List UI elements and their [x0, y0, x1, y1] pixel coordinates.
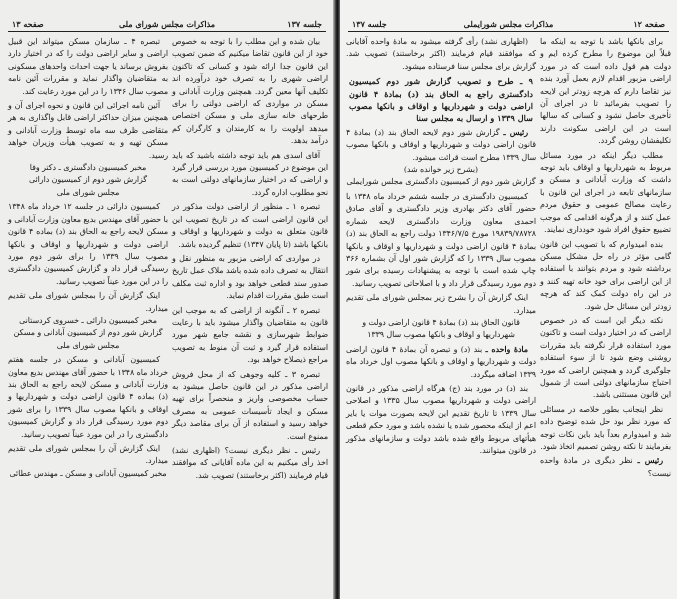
paragraph: تبصره ۱ ـ منظور از اراضی دولت مذکور در این قانون اراضی است که در تاریخ تصویب این قانون متعلق به دولت و شهرداریها و اوقاف و بانکها باشد (تا پایان ۱۳۴۷) تنظیم گردیده باشد.: [172, 202, 328, 249]
text-column-left: [346, 36, 536, 457]
paragraph: اینک گزارش آن را بمجلس شورای ملی تقدیم میدارد.: [8, 444, 168, 466]
paragraph: کمیسیون دارائی در جلسه ۱۲ خرداد ماه ۱۳۴۸ با حضور آقای مهندس بدیع معاون وزارت آبادانی و مسکن لایحه راجع به الحاق بند (د) بماده ۴ قانون اراضی دولت و شهرداریها و اوقاف و بانکها مصوب سال ۱۳۳۹ را برای شور دوم مورد رسیدگی قرار داد و گزارش کمیسیون دادگستری را در این مورد عیناً تصویب رسانید.: [8, 202, 168, 286]
paragraph: مطلب دیگر اینکه در مورد مسائل مربوط به شهرداریها و اوقاف باید توجه داشت که وزارت آبادانی و مسکن و سازمانهای تابعه در اجرای این قانون با رعایت مصالح عمومی و حقوق مردم عمل کنند و از هرگونه اقدامی که موجب تضییع حقوق افراد شود خودداری نمایند.: [540, 150, 671, 235]
running-title: مذاکرات مجلس شورای ملی: [118, 19, 216, 29]
session-number: جلسه ۱۳۷: [287, 19, 322, 29]
paragraph: تبصره ۳ ـ کلیه وجوهی که از محل فروش اراضی مذکور در این قانون حاصل میشود به حساب مخصوصی واریز و منحصراً برای تهیه مسکن و ایجاد تأسیسات عمومی به مصرف خواهد رسید و استفاده از آن برای مقاصد دیگر ممنوع است.: [172, 369, 328, 441]
centered-line: مخبر کمیسیون دارائی ـ خسروی کردستانی: [19, 315, 157, 325]
paragraph: [540, 455, 671, 480]
paragraph: بنده امیدوارم که با تصویب این قانون گامی مؤثر در راه حل مشکل مسکن برداشته شود و مردم بتوانند با استفاده از این اراضی برای خود خانه تهیه کنند و در این راه دولت کمک کند که هرچه زودتر این مسائل حل شود.: [540, 239, 671, 311]
running-title: مذاکرات مجلس شورایملی: [463, 19, 554, 29]
paragraph: بیان شده و این مطلب را با توجه به خصوص خود از این قانون تقاضا میکنیم که ضمن تصویب این قانون جدا ارائه شود و کسانی که تاکنون اراضی شهری را به تصرف خود درآورده اند تکلیف آنها معین گردد. همچنین وزارت آبادانی و مسکن در مواردی که اراضی دولتی را برای طرحهای خانه سازی ملی و مسکن اختصاص میدهد اولویت را به کارمندان و کارگران کم درآمد بدهد.: [172, 37, 328, 146]
paragraph: آقای اسدی هم باید توجه داشته باشید که باید این موضوع در کمیسیون مورد بررسی قرار گیرد و اراضی که در اختیار سازمانهای دولتی است به نحو مطلوب اداره گردد.: [172, 150, 328, 197]
speaker-label: مادهٔ واحده ـ: [485, 344, 528, 354]
left-page: [0, 0, 334, 599]
paragraph: [346, 127, 536, 164]
centered-line: قانون الحاق بند (د) بمادهٔ ۴ قانون اراضی دولت و شهرداریها و اوقاف و بانکها مصوب سال ۱۳۳۹: [362, 317, 520, 340]
paragraph: رئیس ـ نظر دیگری نیست؟ (اظهاری نشد) اخذ رأی میکنیم به این ماده آقایانی که موافقند قیام فرمایند (اکثر برخاستند) تصویب شد.: [172, 446, 328, 480]
page-header: [8, 18, 326, 32]
session-number: جلسه ۱۳۷: [352, 19, 387, 29]
paragraph: اینک گزارش آن را بشرح زیر بمجلس شورای ملی تقدیم میدارد.: [346, 293, 536, 315]
centered-line: گزارش شور دوم از کمیسیون آبادانی و مسکن: [13, 328, 163, 338]
paragraph: کمیسیون آبادانی و مسکن در جلسه هفتم خرداد ماه ۱۳۴۸ با حضور آقای مهندس بدیع معاون وزارت آبادانی و مسکن لایحه راجع به الحاق بند (د) بماده ۴ قانون اراضی دولت و شهرداریها و اوقاف و بانکها مصوب سال ۱۳۳۹ را برای شور دوم مورد رسیدگی قرار داد و گزارش کمیسیون دادگستری را در این مورد عیناً تصویب رسانید.: [8, 355, 169, 439]
centered-line: مخبر کمیسیون دادگستری ـ دکتر وفا: [29, 163, 147, 173]
text-column-right: [172, 36, 328, 482]
page-number: صفحه ۱۲: [633, 19, 665, 29]
centered-line: (بشرح زیر خوانده شد): [403, 165, 479, 175]
page-header: [348, 18, 669, 32]
right-page: [340, 0, 677, 599]
section-heading: ۹ ـ طرح و تصویب گزارش شور دوم کمیسیون دادگستری راجع به الحاق بند (د) بمادهٔ ۴ قانون اراضی دولت و شهرداریها و اوقاف و بانکها مصوب سال ۱۳۳۹ و ارسال به مجلس سنا: [349, 76, 533, 124]
speaker-label: رئیس ـ: [503, 127, 528, 137]
text-column-left: [8, 36, 168, 480]
paragraph: (اظهاری نشد) رأی گرفته میشود به مادهٔ واحده آقایانی که موافقند قیام فرمایند (اکثر برخاستند) تصویب شد. گزارش برای مجلس سنا فرستاده میشود.: [346, 37, 536, 71]
paragraph: نظر اینجانب بطور خلاصه در مسائلی که مورد نظر بود حل شده توضیح داده شد و امیدوارم بعداً باید باین نکات توجه بفرمایند تا نکته روشن تصمیم اتخاذ شود.: [540, 404, 671, 451]
paragraph: برای بانکها باشد با توجه به اینکه ما قبلاً این موضوع را مطرح کرده ایم و دولت هم قول داده است که در مورد اراضی مزبور اقدام لازم بعمل آورد بنده نیز تقاضا دارم که هرچه زودتر این لایحه را تصویب بفرمائید تا در اجرای آن تأخیری حاصل نشود و کسانی که سالها است در این اراضی سکونت دارند تکلیفشان روشن گردد.: [540, 37, 671, 146]
paragraph: تبصره ۲ ـ آنگونه از اراضی که به موجب این قانون به متقاضیان واگذار میشود باید با رعایت ضوابط شهرسازی و نقشه جامع شهر مورد استفاده قرار گیرد و ثبت آن منوط به تصویب مراجع ذیصلاح خواهد بود.: [172, 305, 328, 365]
paragraph: در مواردی که اراضی مزبور به منظور نقل و انتقال به تصرف داده شده باشد ملاک عمل تاریخ صدور سند قطعی خواهد بود و اداره ثبت مکلف است طبق مقررات اقدام نماید.: [172, 253, 328, 301]
paragraph: نکته دیگر این است که در خصوص اراضی که در اختیار دولت است و تاکنون مورد استفاده قرار نگرفته باید مقررات روشنی وضع شود تا از سوء استفاده جلوگیری گردد و همچنین اراضی که مورد احتیاج سازمانهای دولتی است از شمول این قانون مستثنی باشد.: [540, 315, 671, 400]
paragraph: کمیسیون دادگستری در جلسه ششم خرداد ماه ۱۳۴۸ با حضور آقای دکتر بهادری وزیر دادگستری و آقای صادق احمدی معاون وزارت دادگستری لایحه شماره ۱۹۸۳۹/۷۸۷۲۸ مورخ ۱۳۴۶/۷/۵ دولت راجع به الحاق بند (د) بمادهٔ ۴ قانون اراضی دولت و شهرداریها و اوقاف و بانکها مصوب سال ۱۳۳۹ را که گزارش شور اول آن بشماره ۳۶۶ چاپ شده است با توجه به پیشنهادات رسیده برای شور دوم مورد رسیدگی قرار داد و با اصلاحاتی تصویب رسانید.: [346, 191, 536, 288]
centered-line: گزارش شور دوم از کمیسیون دارائی: [28, 175, 148, 185]
text-column-right: [540, 36, 671, 480]
paragraph-text: نظر دیگری در مادهٔ واحده نیست؟: [540, 456, 671, 478]
paragraph-text: بند (د) و تبصره آن بمادهٔ ۴ قانون اراضی دولت و شهرداریها و اوقاف و بانکها مصوب اول خرداد ماه ۱۳۳۹ اضافه میگردد.: [346, 344, 536, 379]
paragraph: تبصره ۴ ـ سازمان مسکن میتواند این قبیل اراضی و سایر اراضی دولت را که در اختیار دارد بفروش برساند یا جهت احداث واحدهای مسکونی به متقاضیان واگذار نماید و مقررات آئین نامه مصوب سال ۱۳۴۶ را در این مورد رعایت کند.: [8, 37, 168, 96]
paragraph: بند (د) در مورد بند (ج) هرگاه اراضی مذکور در قانون اراضی دولت و شهرداریها مصوب سال ۱۳۳۵ و اصلاحی سال ۱۳۳۹ تا تاریخ تقدیم این لایحه بصورت موات یا بایر اعم از اینکه محصور شده یا نشده باشد و مورد حکم قطعی هیأتهای مربوط واقع شده باشد دولت و سازمانهای مذکور در قانون میتوانند.: [346, 383, 536, 455]
paragraph: [346, 344, 536, 381]
paragraph: آئین نامه اجرائی این قانون و نحوه اجرای آن و همچنین میزان حداکثر اراضی قابل واگذاری به هر متقاضی ظرف سه ماه توسط وزارت آبادانی و مسکن تهیه و به تصویب هیأت وزیران خواهد رسید.: [8, 101, 168, 160]
centered-line: مخبر کمیسیون آبادانی و مسکن ـ مهندس عطائی: [9, 468, 167, 478]
centered-line: مجلس شورای ملی: [56, 340, 120, 350]
page-number: صفحه ۱۳: [12, 19, 44, 29]
centered-line: مجلس شورای ملی: [56, 187, 120, 197]
speaker-label: رئیس ـ: [637, 456, 663, 466]
paragraph-text: گزارش شور دوم لایحه الحاق بند (د) بمادهٔ ۴ قانون اراضی دولت و شهرداریها و اوقاف و بانکها مصوب سال ۱۳۳۹ مطرح است قرائت میشود.: [346, 127, 536, 162]
paragraph: اینک گزارش آن را بمجلس شورای ملی تقدیم میدارد.: [8, 291, 168, 313]
centered-line: گزارش شور دوم از کمیسیون دادگستری مجلس شورایملی: [346, 177, 536, 187]
